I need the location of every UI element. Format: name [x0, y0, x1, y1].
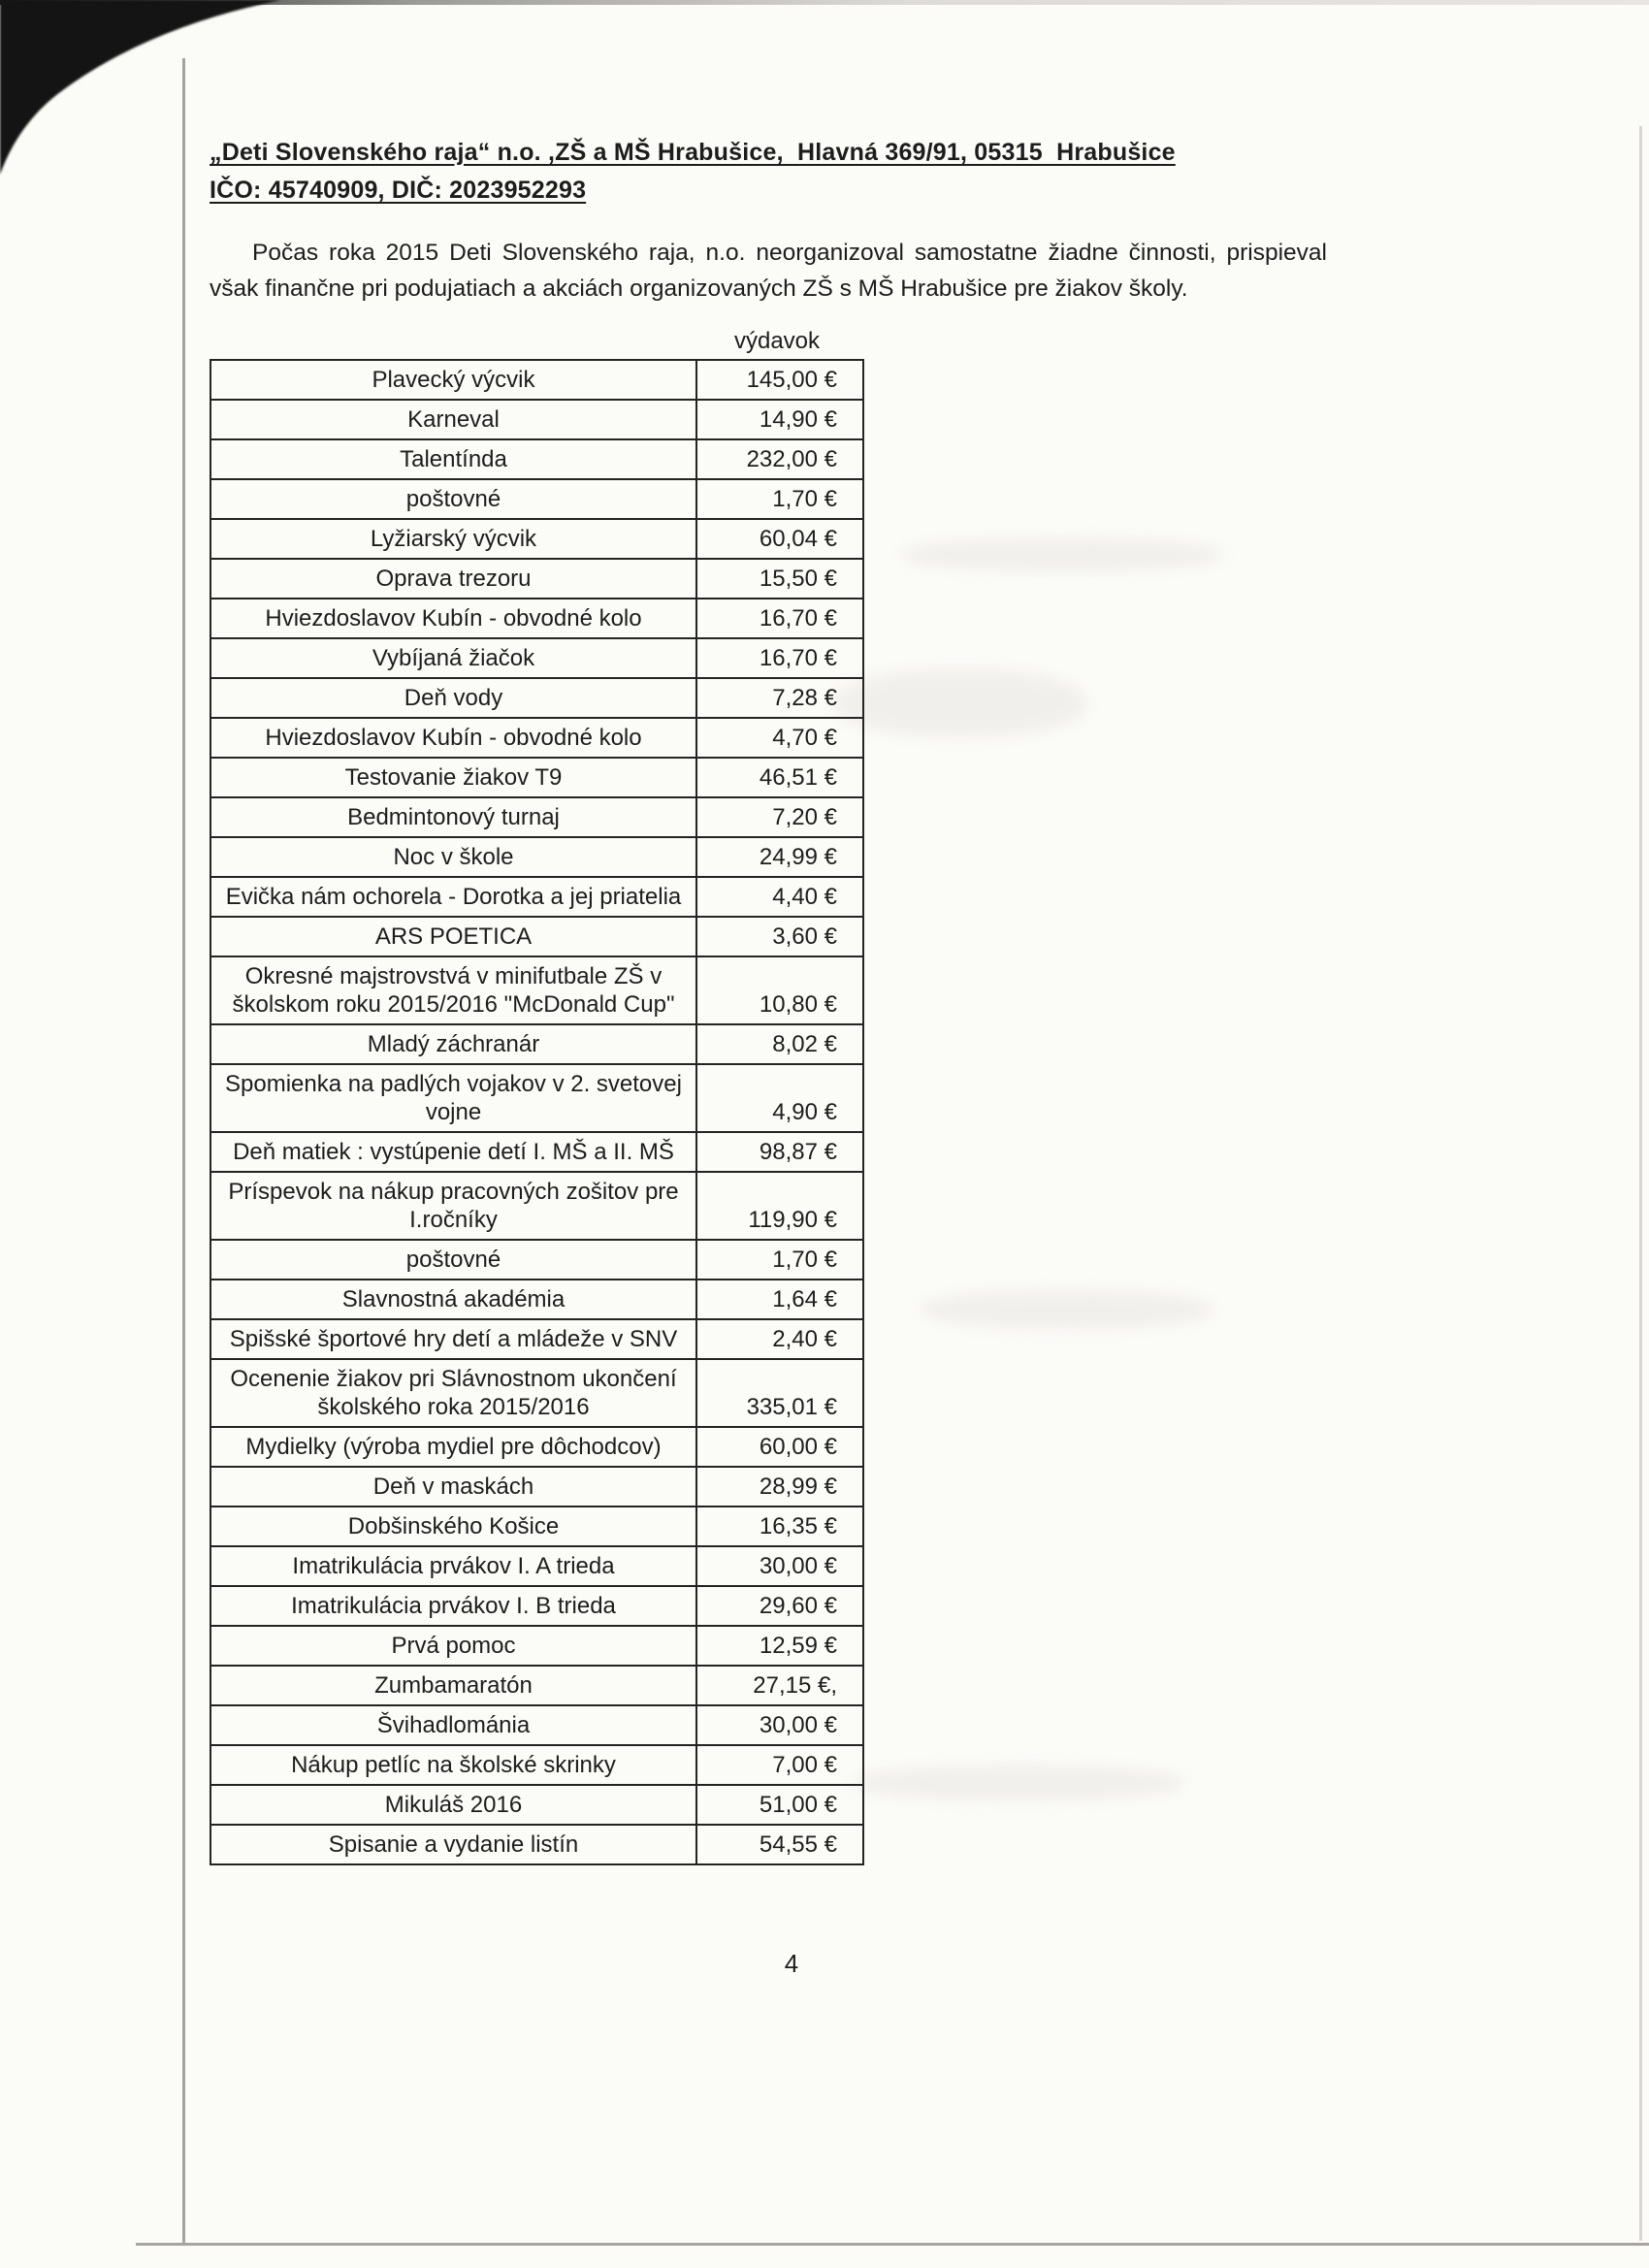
item-cell: Evička nám ochorela - Dorotka a jej priatelia [210, 877, 696, 917]
amount-cell: 51,00 € [696, 1785, 863, 1825]
amount-cell: 27,15 €, [696, 1666, 863, 1705]
amount-cell: 1,64 € [696, 1280, 863, 1319]
table-row [210, 1626, 863, 1666]
item-cell: Prvá pomoc [210, 1626, 696, 1666]
amount-cell: 8,02 € [696, 1024, 863, 1064]
table-row [210, 1132, 863, 1172]
header-ids-line: IČO: 45740909, DIČ: 2023952293 [210, 177, 587, 204]
item-cell: Spomienka na padlých vojakov v 2. svetovej vojne [210, 1064, 696, 1132]
item-cell: Mladý záchranár [210, 1024, 696, 1064]
amount-cell: 29,60 € [696, 1586, 863, 1626]
item-cell: Deň v maskách [210, 1467, 696, 1507]
item-cell: Okresné majstrovstvá v minifutbale ZŠ v školskom roku 2015/2016 "McDonald Cup" [210, 956, 696, 1024]
item-cell: Karneval [210, 400, 696, 439]
table-row [210, 1427, 863, 1467]
table-row [210, 1240, 863, 1280]
amount-cell: 54,55 € [696, 1825, 863, 1864]
table-row [210, 1064, 863, 1132]
table-row [210, 360, 863, 400]
amount-cell: 1,70 € [696, 479, 863, 519]
amount-cell: 7,28 € [696, 678, 863, 718]
scan-right-edge-artifact [1639, 126, 1642, 2241]
expense-table-body [210, 360, 863, 1864]
item-cell: Imatrikulácia prvákov I. B trieda [210, 1586, 696, 1626]
item-cell: Spišské športové hry detí a mládeže v SNV [210, 1319, 696, 1359]
table-row [210, 1319, 863, 1359]
amount-cell: 10,80 € [696, 956, 863, 1024]
table-row [210, 1359, 863, 1427]
table-row [210, 837, 863, 877]
table-column-header: výdavok [733, 328, 821, 354]
table-row [210, 559, 863, 599]
table-row [210, 400, 863, 439]
item-cell: Spisanie a vydanie listín [210, 1825, 696, 1864]
expense-table [210, 359, 864, 1865]
amount-cell: 7,20 € [696, 797, 863, 837]
item-cell: Deň matiek : vystúpenie detí I. MŠ a II. MŠ [210, 1132, 696, 1172]
item-cell: Lyžiarský výcvik [210, 519, 696, 559]
table-row [210, 1172, 863, 1240]
table-row [210, 758, 863, 797]
table-row [210, 1666, 863, 1705]
amount-cell: 16,70 € [696, 638, 863, 678]
table-row [210, 1024, 863, 1064]
table-row [210, 956, 863, 1024]
table-row [210, 877, 863, 917]
amount-cell: 2,40 € [696, 1319, 863, 1359]
amount-cell: 60,00 € [696, 1427, 863, 1467]
item-cell: Švihadlománia [210, 1705, 696, 1745]
item-cell: Vybíjaná žiačok [210, 638, 696, 678]
amount-cell: 60,04 € [696, 519, 863, 559]
table-row [210, 718, 863, 758]
item-cell: Zumbamaratón [210, 1666, 696, 1705]
amount-cell: 24,99 € [696, 837, 863, 877]
item-cell: Ocenenie žiakov pri Slávnostnom ukončení školského roka 2015/2016 [210, 1359, 696, 1427]
item-cell: Dobšinského Košice [210, 1507, 696, 1546]
item-cell: Oprava trezoru [210, 559, 696, 599]
amount-cell: 145,00 € [696, 360, 863, 400]
amount-cell: 4,90 € [696, 1064, 863, 1132]
table-row [210, 1825, 863, 1864]
item-cell: Deň vody [210, 678, 696, 718]
table-row [210, 678, 863, 718]
table-row [210, 1705, 863, 1745]
table-row [210, 439, 863, 479]
item-cell: Talentínda [210, 439, 696, 479]
amount-cell: 28,99 € [696, 1467, 863, 1507]
table-row [210, 1546, 863, 1586]
table-row [210, 638, 863, 678]
item-cell: Hviezdoslavov Kubín - obvodné kolo [210, 599, 696, 638]
header-title-line: „Deti Slovenského raja“ n.o. ,ZŠ a MŠ Hrabušice, Hlavná 369/91, 05315 Hrabušice [210, 139, 1176, 166]
item-cell: Slavnostná akadémia [210, 1280, 696, 1319]
item-cell: Príspevok na nákup pracovných zošitov pre I.ročníky [210, 1172, 696, 1240]
item-cell: Bedmintonový turnaj [210, 797, 696, 837]
table-row [210, 917, 863, 956]
amount-cell: 4,70 € [696, 718, 863, 758]
amount-cell: 16,35 € [696, 1507, 863, 1546]
table-row [210, 797, 863, 837]
item-cell: Nákup petlíc na školské skrinky [210, 1745, 696, 1785]
item-cell: poštovné [210, 1240, 696, 1280]
amount-cell: 7,00 € [696, 1745, 863, 1785]
amount-cell: 1,70 € [696, 1240, 863, 1280]
item-cell: Mydielky (výroba mydiel pre dôchodcov) [210, 1427, 696, 1467]
table-row [210, 1785, 863, 1825]
table-row [210, 1586, 863, 1626]
table-row [210, 519, 863, 559]
amount-cell: 30,00 € [696, 1546, 863, 1586]
amount-cell: 15,50 € [696, 559, 863, 599]
table-row [210, 599, 863, 638]
document-content [210, 134, 1374, 1979]
intro-paragraph: Počas roka 2015 Deti Slovenského raja, n.o. neorganizoval samostatne žiadne činnosti, prispieval však finančne pri podujatiach a akciách organizovaných ZŠ s MŠ Hrabušice pre žiakov školy. [210, 240, 1327, 302]
table-row [210, 1745, 863, 1785]
item-cell: poštovné [210, 479, 696, 519]
document-header [210, 134, 1374, 210]
amount-cell: 14,90 € [696, 400, 863, 439]
item-cell: ARS POETICA [210, 917, 696, 956]
scan-left-edge-artifact [182, 58, 185, 2246]
item-cell: Hviezdoslavov Kubín - obvodné kolo [210, 718, 696, 758]
page-number: 4 [784, 1949, 799, 1978]
table-row [210, 1507, 863, 1546]
item-cell: Plavecký výcvik [210, 360, 696, 400]
amount-cell: 12,59 € [696, 1626, 863, 1666]
scan-bottom-edge-artifact [136, 2243, 1649, 2246]
amount-cell: 4,40 € [696, 877, 863, 917]
amount-cell: 98,87 € [696, 1132, 863, 1172]
item-cell: Imatrikulácia prvákov I. A trieda [210, 1546, 696, 1586]
table-row [210, 479, 863, 519]
item-cell: Testovanie žiakov T9 [210, 758, 696, 797]
item-cell: Noc v škole [210, 837, 696, 877]
amount-cell: 46,51 € [696, 758, 863, 797]
amount-cell: 16,70 € [696, 599, 863, 638]
item-cell: Mikuláš 2016 [210, 1785, 696, 1825]
table-row [210, 1467, 863, 1507]
amount-cell: 119,90 € [696, 1172, 863, 1240]
amount-cell: 335,01 € [696, 1359, 863, 1427]
table-row [210, 1280, 863, 1319]
amount-cell: 232,00 € [696, 439, 863, 479]
amount-cell: 3,60 € [696, 917, 863, 956]
amount-cell: 30,00 € [696, 1705, 863, 1745]
